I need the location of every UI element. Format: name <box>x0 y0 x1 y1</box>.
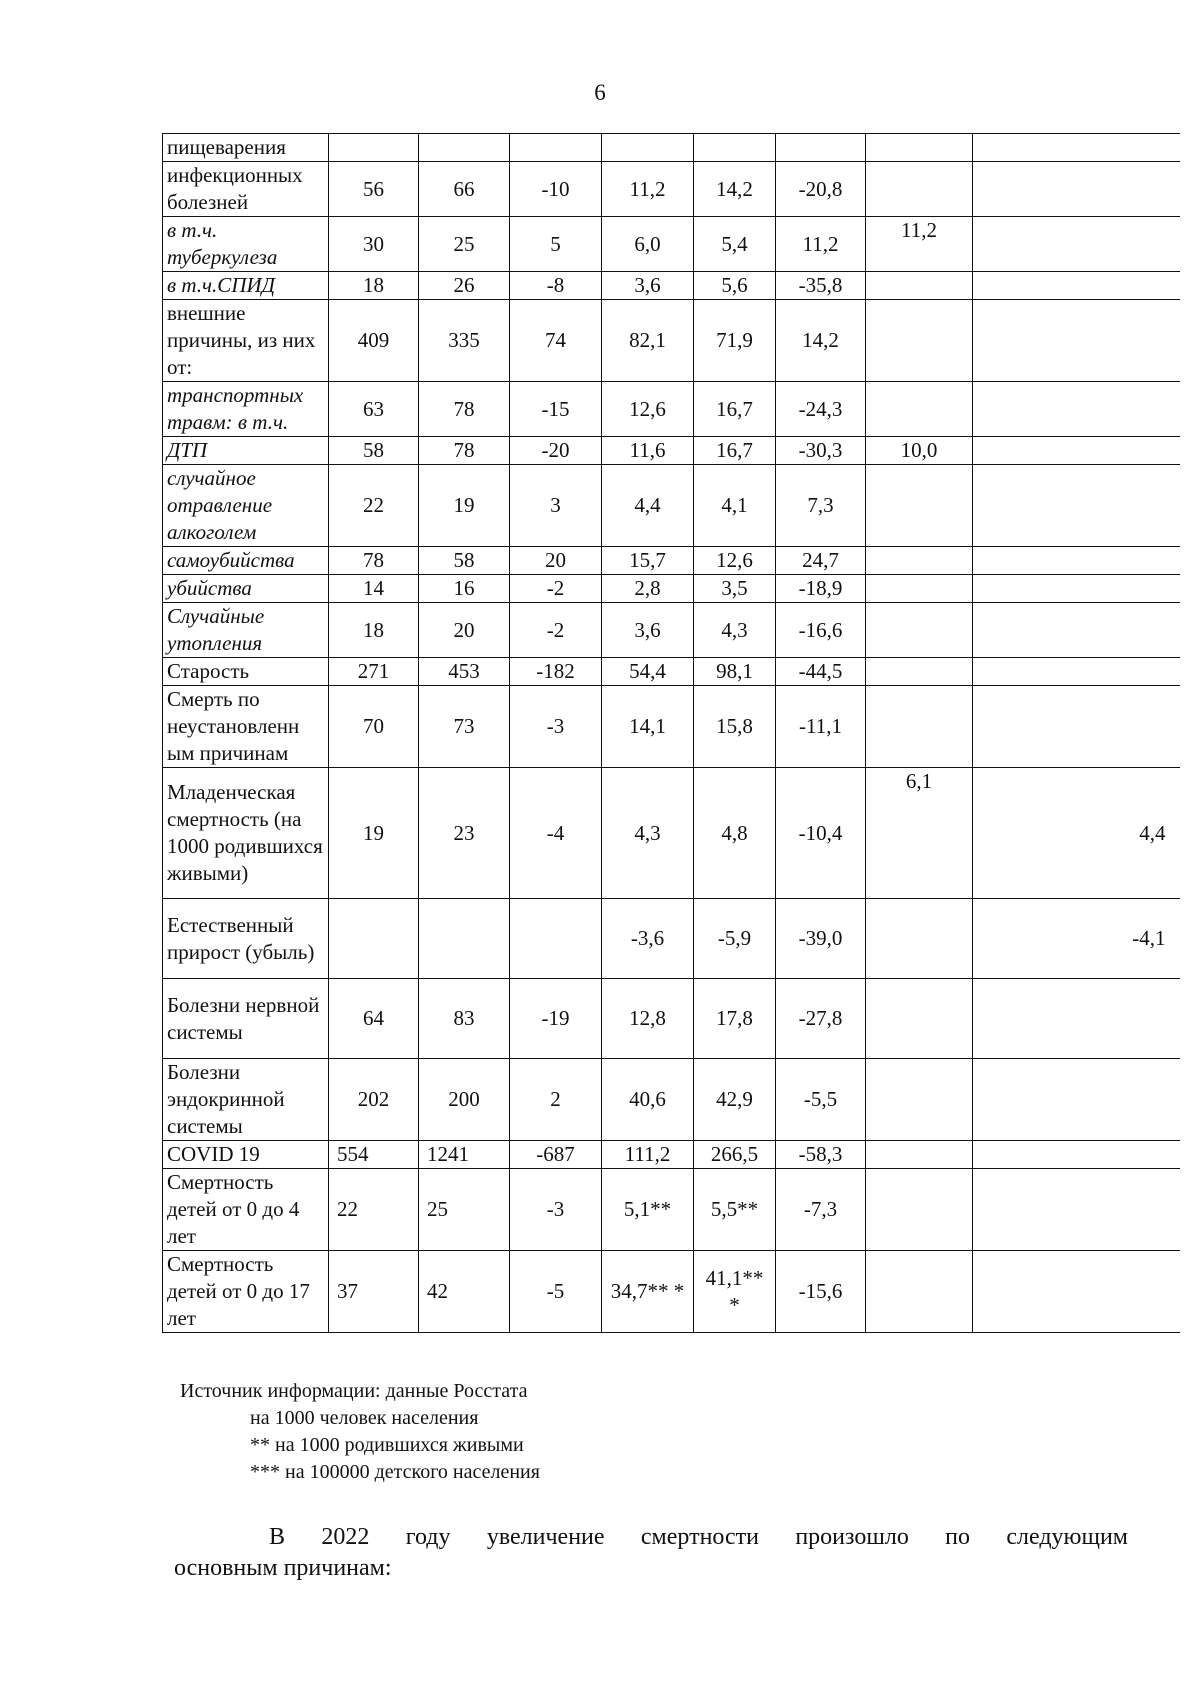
table-cell: 58 <box>329 437 419 465</box>
table-cell <box>973 1059 1180 1141</box>
table-cell <box>973 979 1180 1059</box>
table-cell: -3 <box>510 1169 602 1251</box>
table-cell <box>866 134 973 162</box>
table-cell <box>866 686 973 768</box>
table-cell <box>973 465 1180 547</box>
table-cell <box>866 899 973 979</box>
table-cell: -27,8 <box>776 979 866 1059</box>
table-cell <box>866 1169 973 1251</box>
table-cell: 15,7 <box>602 547 694 575</box>
table-cell: 26 <box>419 272 510 300</box>
table-cell: 4,8 <box>694 768 776 899</box>
row-label: Болезни нервной системы <box>163 979 329 1059</box>
table-cell: 40,6 <box>602 1059 694 1141</box>
table-row <box>163 382 1180 437</box>
table-row <box>163 686 1180 768</box>
table-cell: 5,1** <box>602 1169 694 1251</box>
table-cell: 3,6 <box>602 272 694 300</box>
table-row <box>163 134 1180 162</box>
table-cell <box>973 134 1180 162</box>
row-label: случайное отравление алкоголем <box>163 465 329 547</box>
table-cell: 41,1** * <box>694 1251 776 1333</box>
table-cell: 6,1 <box>866 768 973 899</box>
table-cell: -7,3 <box>776 1169 866 1251</box>
row-label: Смерть по неустановленн ым причинам <box>163 686 329 768</box>
table-cell: 12,8 <box>602 979 694 1059</box>
table-cell: 271 <box>329 658 419 686</box>
table-cell: 70 <box>329 686 419 768</box>
table-cell <box>419 134 510 162</box>
table-cell: 73 <box>419 686 510 768</box>
table-cell: 37 <box>329 1251 419 1333</box>
table-cell: 10,0 <box>866 437 973 465</box>
table-cell <box>329 134 419 162</box>
table-cell: 4,1 <box>694 465 776 547</box>
table-cell <box>419 899 510 979</box>
table-cell <box>866 603 973 658</box>
table-cell <box>866 1251 973 1333</box>
table-cell: 58 <box>419 547 510 575</box>
table-cell: 11,2 <box>776 217 866 272</box>
table-cell: 11,2 <box>602 162 694 217</box>
table-row <box>163 217 1180 272</box>
row-label: ДТП <box>163 437 329 465</box>
table-cell: 202 <box>329 1059 419 1141</box>
table-cell: 66 <box>419 162 510 217</box>
table-cell: 78 <box>419 437 510 465</box>
table-cell <box>973 382 1180 437</box>
table-cell: 42,9 <box>694 1059 776 1141</box>
table-row <box>163 575 1180 603</box>
mortality-table <box>162 133 1180 1333</box>
table-cell <box>973 686 1180 768</box>
body-paragraph <box>174 1522 1128 1584</box>
table-cell: 200 <box>419 1059 510 1141</box>
body-line-1: В 2022 году увеличение смертности произошло по следующим <box>269 1524 1128 1550</box>
table-row <box>163 603 1180 658</box>
row-label: внешние причины, из них от: <box>163 300 329 382</box>
table-cell: 82,1 <box>602 300 694 382</box>
table-cell: 5,5** <box>694 1169 776 1251</box>
table-row <box>163 300 1180 382</box>
row-label: Младенческая смертность (на 1000 родившихся живыми) <box>163 768 329 899</box>
table-cell <box>866 1141 973 1169</box>
table-cell: 3 <box>510 465 602 547</box>
table-cell: 25 <box>419 1169 510 1251</box>
table-cell <box>866 382 973 437</box>
row-label: Случайные утопления <box>163 603 329 658</box>
table-cell: 14,2 <box>694 162 776 217</box>
table-cell: -5 <box>510 1251 602 1333</box>
table-cell: 78 <box>419 382 510 437</box>
table-cell: 16 <box>419 575 510 603</box>
table-cell: 24,7 <box>776 547 866 575</box>
table-cell <box>973 603 1180 658</box>
table-cell: 5,6 <box>694 272 776 300</box>
table-row <box>163 1059 1180 1141</box>
table-cell: 18 <box>329 272 419 300</box>
table-cell <box>973 1251 1180 1333</box>
source-note: Источник информации: данные Росстата <box>180 1380 528 1402</box>
row-label: пищеварения <box>163 134 329 162</box>
table-cell: 34,7** * <box>602 1251 694 1333</box>
row-label: самоубийства <box>163 547 329 575</box>
table-row <box>163 1141 1180 1169</box>
table-cell <box>866 547 973 575</box>
table-cell: 19 <box>329 768 419 899</box>
table-cell: -19 <box>510 979 602 1059</box>
table-cell: -11,1 <box>776 686 866 768</box>
table-cell: 2 <box>510 1059 602 1141</box>
table-row <box>163 465 1180 547</box>
table-cell: 12,6 <box>602 382 694 437</box>
footnote-2: ** на 1000 родившихся живыми <box>250 1434 524 1456</box>
table-cell: 12,6 <box>694 547 776 575</box>
table-cell: 4,4 <box>602 465 694 547</box>
table-cell <box>510 899 602 979</box>
table-cell: -18,9 <box>776 575 866 603</box>
table-cell: 17,8 <box>694 979 776 1059</box>
row-label: Смертность детей от 0 до 4 лет <box>163 1169 329 1251</box>
table-cell: 22 <box>329 1169 419 1251</box>
table-cell: 98,1 <box>694 658 776 686</box>
row-label: инфекционных болезней <box>163 162 329 217</box>
table-cell: -15 <box>510 382 602 437</box>
table-row <box>163 272 1180 300</box>
table-cell: -5,5 <box>776 1059 866 1141</box>
table-cell: 63 <box>329 382 419 437</box>
table-cell <box>866 272 973 300</box>
table-cell: 14,2 <box>776 300 866 382</box>
table-cell: 409 <box>329 300 419 382</box>
table-cell: -10 <box>510 162 602 217</box>
table-cell: 111,2 <box>602 1141 694 1169</box>
table-cell: 16,7 <box>694 437 776 465</box>
table-cell: -20 <box>510 437 602 465</box>
footnote-1: на 1000 человек населения <box>250 1407 479 1429</box>
table-cell: -4,1 <box>973 899 1180 979</box>
row-label: Естественный прирост (убыль) <box>163 899 329 979</box>
table-cell <box>973 547 1180 575</box>
table-row <box>163 979 1180 1059</box>
table-cell: 5 <box>510 217 602 272</box>
table-row <box>163 658 1180 686</box>
table-cell: 42 <box>419 1251 510 1333</box>
table-row <box>163 768 1180 899</box>
table-cell: 7,3 <box>776 465 866 547</box>
table-cell: 1241 <box>419 1141 510 1169</box>
table-cell <box>866 1059 973 1141</box>
table-row <box>163 437 1180 465</box>
row-label: в т.ч. туберкулеза <box>163 217 329 272</box>
table-cell: 74 <box>510 300 602 382</box>
table-row <box>163 1169 1180 1251</box>
table-cell: 20 <box>510 547 602 575</box>
table-cell: 14 <box>329 575 419 603</box>
table-cell: 22 <box>329 465 419 547</box>
table-cell: -58,3 <box>776 1141 866 1169</box>
table-cell <box>776 134 866 162</box>
table-cell <box>973 1141 1180 1169</box>
table-cell: -182 <box>510 658 602 686</box>
table-cell <box>866 979 973 1059</box>
table-cell <box>866 465 973 547</box>
table-cell: 14,1 <box>602 686 694 768</box>
table-cell <box>866 575 973 603</box>
table-cell: -3 <box>510 686 602 768</box>
table-cell <box>973 575 1180 603</box>
row-label: транспортных травм: в т.ч. <box>163 382 329 437</box>
table-cell: 83 <box>419 979 510 1059</box>
table-cell: 71,9 <box>694 300 776 382</box>
table-cell <box>866 300 973 382</box>
table-row <box>163 162 1180 217</box>
table-cell: 20 <box>419 603 510 658</box>
row-label: Старость <box>163 658 329 686</box>
table-cell <box>866 658 973 686</box>
table-cell <box>510 134 602 162</box>
table-notes <box>180 1378 540 1486</box>
table-cell: 78 <box>329 547 419 575</box>
table-cell: 554 <box>329 1141 419 1169</box>
table-cell: -39,0 <box>776 899 866 979</box>
table-cell <box>973 162 1180 217</box>
table-cell: -30,3 <box>776 437 866 465</box>
table-cell: -687 <box>510 1141 602 1169</box>
table-cell <box>973 300 1180 382</box>
table-row <box>163 1251 1180 1333</box>
table-cell: -2 <box>510 575 602 603</box>
table-cell <box>329 899 419 979</box>
row-label: Смертность детей от 0 до 17 лет <box>163 1251 329 1333</box>
table-cell: 23 <box>419 768 510 899</box>
table-cell <box>973 437 1180 465</box>
table-cell: -16,6 <box>776 603 866 658</box>
body-line-2: основным причинам: <box>174 1555 392 1581</box>
table-cell: -44,5 <box>776 658 866 686</box>
page-number: 6 <box>594 80 606 105</box>
table-cell <box>602 134 694 162</box>
row-label: COVID 19 <box>163 1141 329 1169</box>
table-cell: -3,6 <box>602 899 694 979</box>
table-cell <box>973 658 1180 686</box>
table-cell <box>973 272 1180 300</box>
table-cell: -24,3 <box>776 382 866 437</box>
table-cell: 266,5 <box>694 1141 776 1169</box>
table-cell <box>973 1169 1180 1251</box>
table-cell <box>866 162 973 217</box>
table-cell: 11,2 <box>866 217 973 272</box>
row-label: Болезни эндокринной системы <box>163 1059 329 1141</box>
table-cell: -4 <box>510 768 602 899</box>
table-cell: 54,4 <box>602 658 694 686</box>
table-cell: 18 <box>329 603 419 658</box>
table-cell: -35,8 <box>776 272 866 300</box>
table-cell: -2 <box>510 603 602 658</box>
table-cell: 64 <box>329 979 419 1059</box>
table-cell: 16,7 <box>694 382 776 437</box>
table-cell: -5,9 <box>694 899 776 979</box>
table-cell: 335 <box>419 300 510 382</box>
table-cell: 30 <box>329 217 419 272</box>
table-cell: 6,0 <box>602 217 694 272</box>
table-row <box>163 547 1180 575</box>
table-cell: 4,4 <box>973 768 1180 899</box>
table-cell: 4,3 <box>694 603 776 658</box>
table-cell: 2,8 <box>602 575 694 603</box>
table-cell: -20,8 <box>776 162 866 217</box>
table-row <box>163 899 1180 979</box>
footnote-3: *** на 100000 детского населения <box>250 1461 540 1483</box>
table-cell: 5,4 <box>694 217 776 272</box>
table-cell: -8 <box>510 272 602 300</box>
table-cell: 3,5 <box>694 575 776 603</box>
table-cell <box>973 217 1180 272</box>
table-cell: 15,8 <box>694 686 776 768</box>
table-cell: 19 <box>419 465 510 547</box>
row-label: в т.ч.СПИД <box>163 272 329 300</box>
table-cell: 453 <box>419 658 510 686</box>
table-cell: 11,6 <box>602 437 694 465</box>
table-cell: 3,6 <box>602 603 694 658</box>
table-cell: -15,6 <box>776 1251 866 1333</box>
table-cell: 25 <box>419 217 510 272</box>
row-label: убийства <box>163 575 329 603</box>
table-cell: 4,3 <box>602 768 694 899</box>
table-cell: 56 <box>329 162 419 217</box>
table-cell <box>694 134 776 162</box>
table-cell: -10,4 <box>776 768 866 899</box>
